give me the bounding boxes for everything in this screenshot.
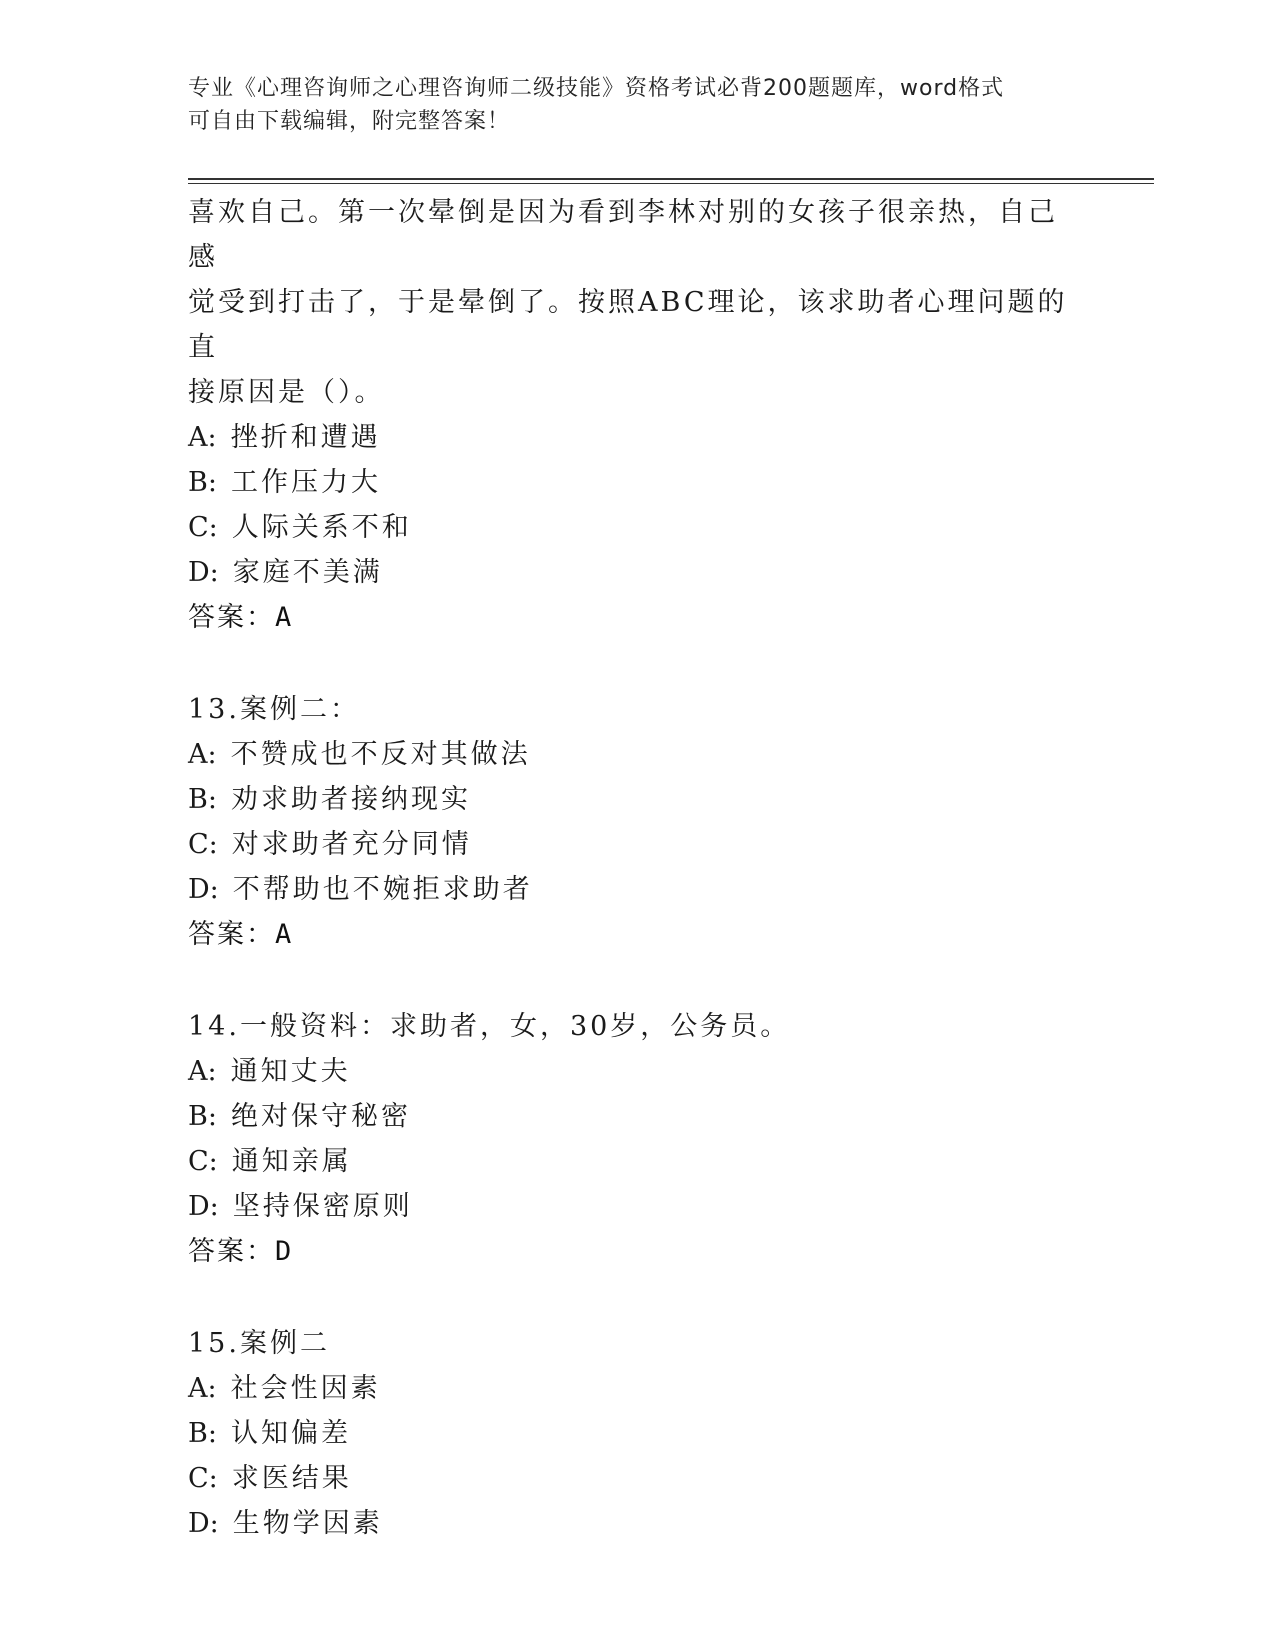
answer-line: 答案：A: [188, 919, 292, 950]
option-c: C: 求医结果: [188, 1463, 352, 1494]
question-title: 13.案例二：: [188, 694, 360, 725]
option-a: A: 不赞成也不反对其做法: [188, 739, 531, 770]
option-d: D: 家庭不美满: [188, 557, 383, 588]
answer-line: 答案：D: [188, 1236, 292, 1267]
question-13: [188, 687, 1068, 957]
question-title: 14.一般资料：求助者，女，30岁，公务员。: [188, 1011, 791, 1042]
option-b: B: 劝求助者接纳现实: [188, 784, 471, 815]
header-line-2: 可自由下载编辑，附完整答案！: [188, 109, 511, 134]
option-a: A: 社会性因素: [188, 1373, 381, 1404]
header-line-1: 专业《心理咨询师之心理咨询师二级技能》资格考试必背200题题库，word格式: [188, 76, 1005, 101]
option-a: A: 通知丈夫: [188, 1056, 351, 1087]
answer-value: A: [275, 919, 292, 950]
question-list: [188, 190, 1068, 1546]
question-continuation: [188, 190, 1068, 640]
stem-line: 喜欢自己。第一次晕倒是因为看到李林对别的女孩子很亲热，自己感: [188, 197, 1058, 273]
answer-line: 答案：A: [188, 602, 292, 633]
option-c: C: 对求助者充分同情: [188, 829, 472, 860]
option-c: C: 通知亲属: [188, 1146, 352, 1177]
header-divider-thick: [188, 178, 1154, 180]
answer-value: D: [275, 1236, 292, 1267]
stem-line: 接原因是（）。: [188, 377, 385, 408]
option-b: B: 认知偏差: [188, 1418, 351, 1449]
header-divider-thin: [188, 183, 1154, 184]
option-b: B: 绝对保守秘密: [188, 1101, 411, 1132]
option-b: B: 工作压力大: [188, 467, 381, 498]
question-15: [188, 1321, 1068, 1546]
question-title: 15.案例二: [188, 1328, 330, 1359]
document-header: [188, 72, 1068, 138]
answer-value: A: [275, 602, 292, 633]
option-d: D: 坚持保密原则: [188, 1191, 413, 1222]
question-14: [188, 1004, 1068, 1274]
option-d: D: 不帮助也不婉拒求助者: [188, 874, 533, 905]
option-d: D: 生物学因素: [188, 1508, 383, 1539]
option-a: A: 挫折和遭遇: [188, 422, 381, 453]
option-c: C: 人际关系不和: [188, 512, 412, 543]
stem-line: 觉受到打击了，于是晕倒了。按照ABC理论，该求助者心理问题的直: [188, 287, 1068, 363]
